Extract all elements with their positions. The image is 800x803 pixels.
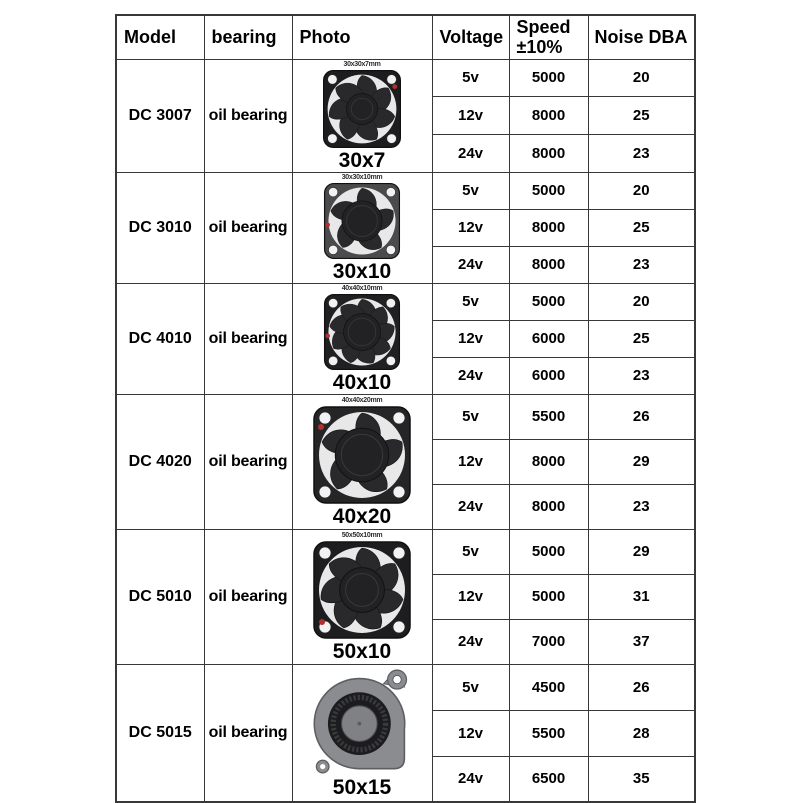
axial-fan-image <box>323 293 401 371</box>
bearing-cell: oil bearing <box>204 664 292 802</box>
speed-cell: 6000 <box>509 320 588 357</box>
noise-cell: 29 <box>588 529 695 574</box>
axial-fan-illustration <box>323 182 401 260</box>
axial-fan-image <box>323 182 401 260</box>
photo-dimension-caption: 30x30x10mm <box>341 173 383 181</box>
col-header-photo: Photo <box>292 15 432 59</box>
axial-fan-image <box>312 405 412 505</box>
spec-row <box>116 59 695 97</box>
speed-cell: 5000 <box>509 59 588 97</box>
noise-cell: 26 <box>588 664 695 710</box>
photo-cell <box>292 59 432 172</box>
model-cell: DC 5010 <box>116 529 204 664</box>
photo-cell <box>292 529 432 664</box>
speed-cell: 8000 <box>509 209 588 246</box>
photo-size-label: 50x15 <box>332 776 392 800</box>
voltage-cell: 5v <box>432 664 509 710</box>
noise-cell: 37 <box>588 619 695 664</box>
axial-fan-illustration <box>312 540 412 640</box>
voltage-cell: 12v <box>432 574 509 619</box>
voltage-cell: 5v <box>432 394 509 439</box>
speed-cell: 8000 <box>509 246 588 283</box>
model-cell: DC 3007 <box>116 59 204 172</box>
noise-cell: 23 <box>588 357 695 394</box>
bearing-cell: oil bearing <box>204 394 292 529</box>
col-header-bearing: bearing <box>204 15 292 59</box>
noise-cell: 20 <box>588 172 695 209</box>
noise-cell: 26 <box>588 394 695 439</box>
model-cell: DC 5015 <box>116 664 204 802</box>
photo-cell <box>292 172 432 283</box>
speed-cell: 8000 <box>509 439 588 484</box>
speed-cell: 8000 <box>509 134 588 172</box>
voltage-cell: 5v <box>432 172 509 209</box>
voltage-cell: 24v <box>432 246 509 283</box>
voltage-cell: 12v <box>432 97 509 135</box>
voltage-cell: 12v <box>432 439 509 484</box>
fan-photo <box>293 60 432 172</box>
blower-fan-illustration <box>310 666 415 776</box>
noise-cell: 28 <box>588 710 695 756</box>
speed-cell: 5500 <box>509 710 588 756</box>
col-header-model: Model <box>116 15 204 59</box>
speed-cell: 8000 <box>509 97 588 135</box>
voltage-cell: 24v <box>432 134 509 172</box>
voltage-cell: 24v <box>432 756 509 802</box>
bearing-cell: oil bearing <box>204 529 292 664</box>
bearing-cell: oil bearing <box>204 283 292 394</box>
axial-fan-image <box>312 540 412 640</box>
axial-fan-image <box>322 69 402 149</box>
col-header-voltage: Voltage <box>432 15 509 59</box>
blower-fan-image <box>310 666 415 776</box>
model-cell: DC 3010 <box>116 172 204 283</box>
col-header-noise: Noise DBA <box>588 15 695 59</box>
spec-row <box>116 172 695 209</box>
speed-cell: 7000 <box>509 619 588 664</box>
fan-spec-sheet <box>115 14 696 803</box>
fan-photo <box>293 396 432 528</box>
photo-dimension-caption: 50x50x10mm <box>341 531 383 539</box>
voltage-cell: 5v <box>432 529 509 574</box>
speed-header-line2: ±10% <box>516 37 563 58</box>
speed-cell: 6000 <box>509 357 588 394</box>
noise-cell: 20 <box>588 283 695 320</box>
photo-size-label: 40x10 <box>332 370 392 394</box>
photo-dimension-caption: 40x40x10mm <box>341 284 383 292</box>
speed-header-line1: Speed <box>516 17 571 38</box>
photo-cell <box>292 664 432 802</box>
noise-cell: 29 <box>588 439 695 484</box>
speed-cell: 5000 <box>509 529 588 574</box>
axial-fan-illustration <box>322 69 402 149</box>
voltage-cell: 24v <box>432 619 509 664</box>
bearing-cell: oil bearing <box>204 59 292 172</box>
spec-row <box>116 283 695 320</box>
speed-cell: 8000 <box>509 484 588 529</box>
noise-cell: 25 <box>588 209 695 246</box>
noise-cell: 25 <box>588 320 695 357</box>
voltage-cell: 12v <box>432 320 509 357</box>
spec-row <box>116 394 695 439</box>
noise-cell: 20 <box>588 59 695 97</box>
fan-photo <box>293 284 432 394</box>
fan-photo <box>293 173 432 283</box>
fan-spec-table <box>115 14 696 803</box>
spec-row <box>116 529 695 574</box>
noise-cell: 23 <box>588 134 695 172</box>
speed-cell: 5000 <box>509 172 588 209</box>
noise-cell: 35 <box>588 756 695 802</box>
header-row <box>116 15 695 59</box>
model-cell: DC 4010 <box>116 283 204 394</box>
noise-cell: 23 <box>588 246 695 283</box>
voltage-cell: 5v <box>432 59 509 97</box>
fan-photo <box>293 666 432 799</box>
voltage-cell: 12v <box>432 710 509 756</box>
photo-dimension-caption: 30x30x7mm <box>343 60 381 68</box>
axial-fan-illustration <box>312 405 412 505</box>
voltage-cell: 5v <box>432 283 509 320</box>
noise-cell: 31 <box>588 574 695 619</box>
photo-size-label: 30x7 <box>338 148 386 172</box>
noise-cell: 23 <box>588 484 695 529</box>
spec-row <box>116 664 695 710</box>
bearing-cell: oil bearing <box>204 172 292 283</box>
photo-cell <box>292 283 432 394</box>
col-header-speed <box>509 15 588 59</box>
photo-cell <box>292 394 432 529</box>
speed-cell: 5000 <box>509 574 588 619</box>
fan-photo <box>293 531 432 663</box>
speed-cell: 4500 <box>509 664 588 710</box>
model-cell: DC 4020 <box>116 394 204 529</box>
axial-fan-illustration <box>323 293 401 371</box>
voltage-cell: 24v <box>432 484 509 529</box>
speed-cell: 5000 <box>509 283 588 320</box>
photo-dimension-caption: 40x40x20mm <box>341 396 383 404</box>
speed-cell: 5500 <box>509 394 588 439</box>
photo-size-label: 30x10 <box>332 259 392 283</box>
photo-size-label: 50x10 <box>332 639 392 663</box>
photo-size-label: 40x20 <box>332 504 392 528</box>
voltage-cell: 24v <box>432 357 509 394</box>
speed-cell: 6500 <box>509 756 588 802</box>
noise-cell: 25 <box>588 97 695 135</box>
voltage-cell: 12v <box>432 209 509 246</box>
